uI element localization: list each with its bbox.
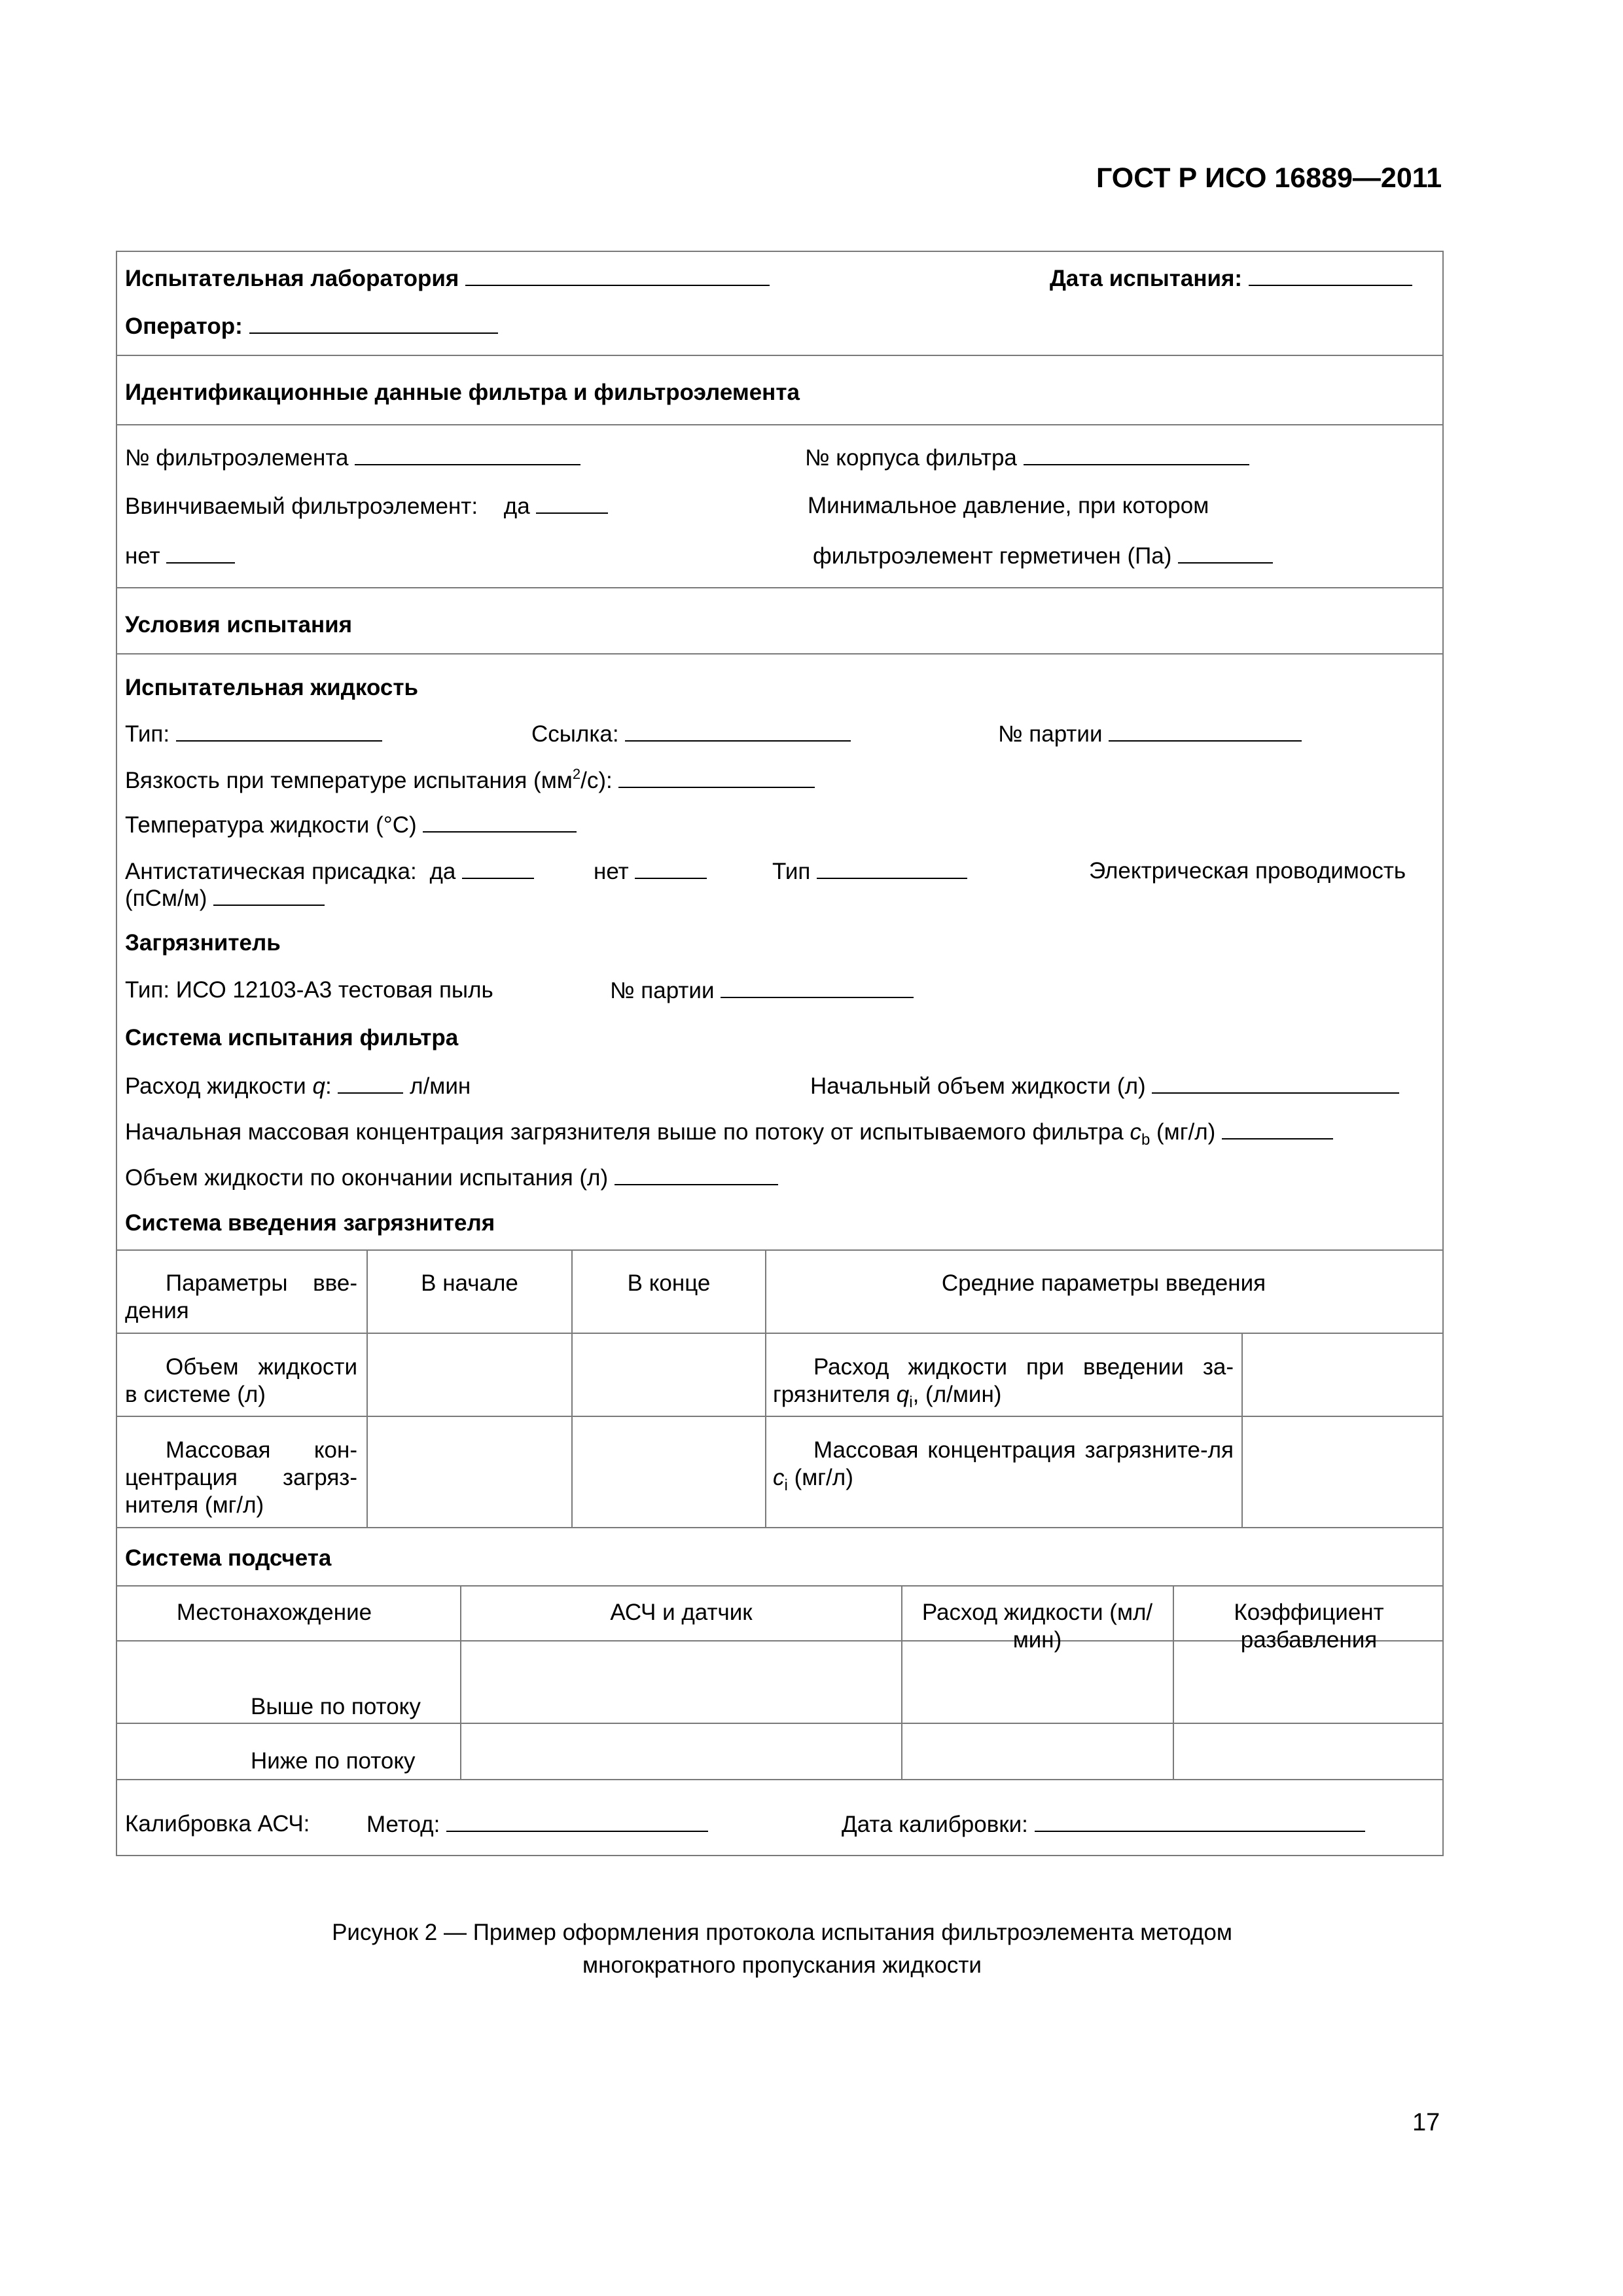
min-pressure-row [813, 543, 1273, 569]
contaminant-batch-row [610, 977, 914, 1004]
test-system-heading: Система испытания фильтра [125, 1025, 459, 1050]
fluid-heading: Испытательная жидкость [125, 675, 419, 700]
divider [116, 1249, 1442, 1251]
antistatic-no-label: нет [594, 859, 629, 884]
table-rule [116, 1333, 1442, 1334]
conductivity-field[interactable] [213, 885, 325, 906]
element-no-row [125, 444, 580, 471]
initial-volume-row [810, 1073, 1399, 1100]
lab-field[interactable] [465, 265, 770, 286]
injection-col-end: В конце [627, 1270, 711, 1296]
injection-heading: Система введения загрязнителя [125, 1210, 495, 1236]
conductivity-row [125, 885, 325, 912]
fluid-type-label: Тип: [125, 721, 170, 747]
date-field[interactable] [1249, 265, 1412, 286]
calibration-method-field[interactable] [446, 1811, 708, 1832]
lab-row [125, 265, 770, 292]
temperature-row [125, 812, 577, 838]
injection-flow-subscript: i [909, 1393, 913, 1411]
counting-col-flow: Расход жидкости (мл/мин) [921, 1600, 1153, 1653]
screw-in-yes-field[interactable] [536, 493, 608, 514]
fluid-reference-row [531, 721, 851, 747]
injection-concentration-unit: (мг/л) [794, 1465, 853, 1490]
operator-label: Оператор: [125, 314, 243, 339]
counting-col-dilution: Коэффициент разбавления [1234, 1600, 1384, 1653]
mass-concentration-row [125, 1119, 1333, 1149]
flow-rate-row [125, 1073, 471, 1100]
divider [116, 653, 1442, 655]
antistatic-no-row [594, 858, 707, 885]
contaminant-batch-label: № партии [610, 978, 715, 1003]
conditions-heading: Условия испытания [125, 612, 353, 637]
injection-row-flow [773, 1354, 1234, 1416]
divider [116, 1527, 1442, 1528]
min-pressure-line2: фильтроэлемент герметичен (Па) [813, 543, 1172, 569]
fluid-type-field[interactable] [176, 721, 382, 742]
date-label: Дата испытания: [1050, 266, 1243, 291]
injection-col-average: Средние параметры введения [941, 1270, 1266, 1296]
fluid-batch-label: № партии [998, 721, 1103, 747]
contaminant-batch-field[interactable] [721, 977, 914, 998]
table-rule [116, 1723, 1442, 1724]
flow-rate-field[interactable] [338, 1073, 403, 1094]
divider [116, 355, 1442, 356]
figure-caption-line1: Рисунок 2 — Пример оформления протокола испытания фильтроэлемента методом [332, 1920, 1232, 1945]
housing-no-row [805, 444, 1249, 471]
table-rule [1173, 1585, 1174, 1779]
flow-rate-unit: л/мин [410, 1073, 471, 1099]
conductivity-unit: (пСм/м) [125, 886, 207, 911]
calibration-date-field[interactable] [1035, 1811, 1365, 1832]
calibration-label: Калибровка АСЧ: [125, 1811, 310, 1837]
injection-col-start: В начале [421, 1270, 518, 1296]
injection-row-volume: Объем жидкости в системе (л) [125, 1354, 357, 1407]
min-pressure-field[interactable] [1178, 543, 1273, 564]
divider [116, 1585, 1442, 1587]
initial-volume-field[interactable] [1152, 1073, 1399, 1094]
fluid-batch-field[interactable] [1109, 721, 1302, 742]
housing-no-field[interactable] [1024, 444, 1249, 465]
viscosity-unit: /с): [580, 768, 613, 793]
counting-col-apc: АСЧ и датчик [610, 1600, 753, 1625]
standard-code: ГОСТ Р ИСО 16889—2011 [1096, 162, 1442, 194]
antistatic-type-label: Тип [772, 859, 811, 884]
housing-no-label: № корпуса фильтра [805, 445, 1017, 471]
min-pressure-line1: Минимальное давление, при котором [808, 493, 1209, 518]
fluid-reference-field[interactable] [625, 721, 851, 742]
counting-col-location: Местонахождение [176, 1600, 372, 1625]
operator-field[interactable] [249, 313, 498, 334]
initial-volume-label: Начальный объем жидкости (л) [810, 1073, 1146, 1099]
divider [116, 424, 1442, 425]
flow-rate-colon: : [325, 1073, 332, 1099]
antistatic-no-field[interactable] [635, 858, 707, 879]
lab-label: Испытательная лаборатория [125, 266, 459, 291]
injection-concentration-label: Массовая концентрация загрязните-ля [813, 1437, 1234, 1463]
counting-row-upstream: Выше по потоку [251, 1694, 421, 1719]
screw-in-no-row [125, 543, 235, 569]
flow-rate-symbol: q [312, 1073, 325, 1099]
fluid-batch-row [998, 721, 1302, 747]
injection-row-avg-concentration [773, 1437, 1234, 1499]
counting-row-downstream: Ниже по потоку [251, 1748, 416, 1774]
antistatic-row [125, 858, 534, 885]
viscosity-row [125, 766, 815, 794]
mass-concentration-unit: (мг/л) [1156, 1119, 1216, 1145]
divider [116, 587, 1442, 588]
calibration-date-row [842, 1811, 1365, 1838]
final-volume-field[interactable] [615, 1164, 778, 1185]
mass-concentration-label: Начальная массовая концентрация загрязнителя выше по потоку от испытываемого фильтра [125, 1119, 1124, 1145]
antistatic-type-row [772, 858, 967, 885]
element-no-field[interactable] [355, 444, 580, 465]
screw-in-row [125, 493, 608, 520]
antistatic-type-field[interactable] [817, 858, 967, 879]
contaminant-heading: Загрязнитель [125, 930, 281, 956]
antistatic-yes-label: да [429, 859, 456, 884]
operator-row [125, 313, 498, 340]
injection-flow-symbol: q [896, 1382, 910, 1407]
screw-in-label: Ввинчиваемый фильтроэлемент: [125, 493, 478, 519]
fluid-type-row [125, 721, 382, 747]
injection-row-concentration: Массовая кон-центрация загряз-нителя (мг/л) [125, 1437, 357, 1518]
mass-concentration-field[interactable] [1222, 1119, 1333, 1139]
table-rule [901, 1585, 902, 1779]
page-number: 17 [1412, 2109, 1440, 2136]
viscosity-label: Вязкость при температуре испытания (мм [125, 768, 573, 793]
mass-concentration-subscript: b [1141, 1131, 1150, 1149]
screw-in-no-field[interactable] [166, 543, 235, 564]
screw-in-yes-label: да [503, 493, 530, 519]
injection-flow-unit: , (л/мин) [912, 1382, 1002, 1407]
identification-heading: Идентификационные данные фильтра и фильтроэлемента [125, 380, 800, 405]
counting-heading: Система подсчета [125, 1545, 332, 1571]
figure-caption-line2: многократного пропускания жидкости [582, 1952, 982, 1978]
final-volume-label: Объем жидкости по окончании испытания (л) [125, 1165, 609, 1191]
injection-flow-label: Расход жидкости при введении за-грязнителя [773, 1354, 1234, 1407]
screw-in-no-label: нет [125, 543, 160, 569]
contaminant-type: Тип: ИСО 12103-А3 тестовая пыль [125, 977, 493, 1003]
antistatic-label: Антистатическая присадка: [125, 859, 417, 884]
calibration-method-row [366, 1811, 708, 1838]
antistatic-yes-field[interactable] [462, 858, 534, 879]
mass-concentration-symbol: c [1130, 1119, 1141, 1145]
final-volume-row [125, 1164, 778, 1191]
viscosity-superscript: 2 [572, 766, 581, 782]
calibration-date-label: Дата калибровки: [842, 1812, 1028, 1837]
injection-concentration-symbol: c [773, 1465, 785, 1490]
injection-concentration-subscript: i [784, 1477, 788, 1494]
divider [116, 1779, 1442, 1780]
fluid-reference-label: Ссылка: [531, 721, 619, 747]
temperature-label: Температура жидкости (°С) [125, 812, 417, 838]
table-rule [1241, 1333, 1243, 1527]
date-row [1050, 265, 1412, 292]
element-no-label: № фильтроэлемента [125, 445, 349, 471]
flow-rate-label: Расход жидкости [125, 1073, 306, 1099]
calibration-method-label: Метод: [366, 1812, 440, 1837]
viscosity-field[interactable] [618, 767, 815, 788]
conductivity-label: Электрическая проводимость [1089, 858, 1406, 884]
temperature-field[interactable] [423, 812, 577, 833]
injection-col-params: Параметры вве-дения [125, 1270, 357, 1323]
